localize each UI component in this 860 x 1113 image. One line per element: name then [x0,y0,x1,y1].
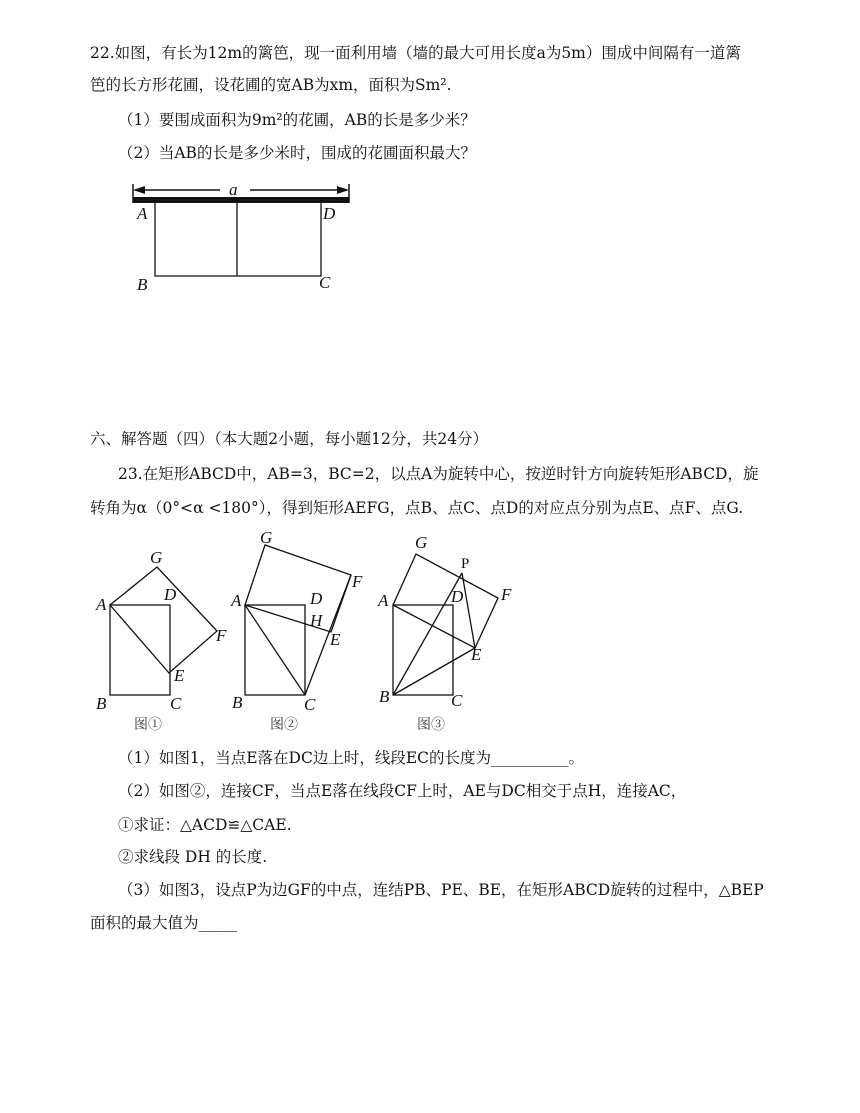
label-A: A [231,591,242,610]
arrow-left-icon [133,186,145,194]
q23-part3-line2: 面积的最大值为_____ [90,914,238,932]
figure-caption-3: 图③ [417,717,445,733]
label-D: D [164,585,177,604]
q22-text-line2: 笆的长方形花圃，设花圃的宽AB为xm，面积为Sm². [90,76,452,94]
q23-figure-2 [228,530,378,735]
label-G: G [150,548,163,567]
label-E: E [471,645,482,664]
figure-caption-1: 图① [134,717,162,733]
label-H: H [310,611,323,630]
rect-AEFG [245,545,351,632]
segment-BE [393,648,475,695]
label-B: B [96,694,107,713]
label-B: B [379,687,390,706]
label-E: E [174,666,185,685]
label-a: a [229,180,238,199]
label-A: A [137,204,148,223]
label-G: G [260,530,273,547]
label-D: D [323,204,336,223]
q22-part1: （1）要围成面积为9m²的花圃，AB的长是多少米？ [118,111,476,129]
label-C: C [304,695,316,714]
q23-part2-b: ②求线段 DH 的长度. [118,848,268,866]
label-D: D [451,587,464,606]
figure-caption-2: 图② [270,717,298,733]
q23-part2: （2）如图②，连接CF，当点E落在线段CF上时，AE与DC相交于点H，连接AC， [118,782,687,800]
q22-fence-figure [125,178,365,298]
q23-figure-1 [90,545,240,735]
rect-ABCD [110,605,170,695]
arrow-right-icon [337,186,349,194]
label-C: C [451,691,463,710]
label-F: F [216,626,227,645]
q23-part1: （1）如图1，当点E落在DC边上时，线段EC的长度为__________。 [118,749,585,767]
q22-text-line1: 22.如图，有长为12m的篱笆，现一面利用墙（墙的最大可用长度a为5m）围成中间隔有一道篱 [90,44,741,62]
label-F: F [352,572,363,591]
fence-rect [155,203,321,276]
label-B: B [232,693,243,712]
label-G: G [415,533,428,552]
label-C: C [319,273,331,292]
label-A: A [96,595,107,614]
wall-bar [133,197,349,203]
segment-AC [245,605,305,695]
label-A: A [378,591,389,610]
q23-figure-3 [375,530,525,735]
section-heading: 六、解答题（四）（本大题2小题，每小题12分，共24分） [90,430,489,448]
rect-ABCD [393,605,453,695]
q23-part2-a: ①求证：△ACD≌△CAE. [118,816,292,834]
q23-text-line2: 转角为α（0°<α <180°），得到矩形AEFG，点B、点C、点D的对应点分别为点E、点F、点G. [90,499,744,517]
label-B: B [137,275,148,294]
label-P: P [461,556,470,572]
q23-text-line1: 23.在矩形ABCD中，AB=3，BC=2，以点A为旋转中心，按逆时针方向旋转矩形ABCD，旋 [118,465,759,483]
rect-AEFG [110,567,217,673]
label-D: D [310,589,323,608]
label-C: C [170,694,182,713]
q23-part3-line1: （3）如图3，设点P为边GF的中点，连结PB、PE、BE，在矩形ABCD旋转的过程中，△BEP [118,881,764,899]
label-F: F [501,585,512,604]
label-E: E [330,630,341,649]
q22-part2: （2）当AB的长是多少米时，围成的花圃面积最大？ [118,144,476,162]
